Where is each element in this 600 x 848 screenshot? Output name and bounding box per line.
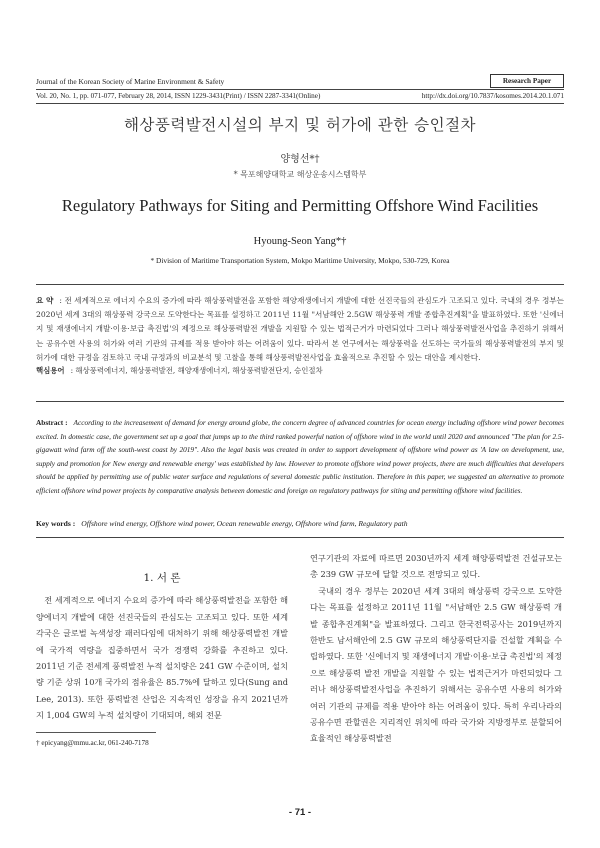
- korean-keywords-label: 핵심용어: [36, 366, 65, 375]
- korean-keywords-text: : 해상풍력에너지, 해상풍력발전, 해양재생에너지, 해상풍력발전단지, 승인절차: [70, 366, 323, 375]
- abstract-rule-top: [36, 284, 564, 285]
- abstract-rule-bottom: [36, 537, 564, 538]
- footnote-rule: [36, 732, 156, 733]
- english-abstract-label: Abstract :: [36, 418, 68, 427]
- english-affiliation: * Division of Maritime Transportation System, Mokpo Maritime University, Mokpo, 530-729, Korea: [150, 256, 450, 265]
- research-paper-badge: Research Paper: [490, 74, 564, 88]
- korean-abstract: [36, 294, 564, 365]
- doi-link[interactable]: http://dx.doi.org/10.7837/kosomes.2014.20.1.071: [421, 92, 564, 100]
- korean-keywords: [36, 365, 564, 376]
- korean-author: 양형선*†: [280, 154, 320, 165]
- english-keywords: [36, 519, 564, 528]
- english-abstract-text: According to the increasement of demand for energy around globe, the concern degree of advanced countries for ocean energy including offshore wind power becomes excited. In domestic case, the government set up a goal that jumps up to the third ranked powerful nation of offshore wind in the world until 2020 and announced "The plan for 2.5-gigawatt wind farm off the south-west coast by 2019". Also the legal basis was created in order to support development of offshore wind power as 'A law on development, use, supply and promotion for New energy and renewable energy' was established by law. However to promote offshore wind power projects, there are much difficulties that developers should be applied by permitting use of public water surface and regulations of several domestic public institution. Therefore in this paper, we suggested an alternative to promote efficient offshore wind power projects by comparative analysis between domestic and foreign on regulatory pathways for siting and permitting offshore wind facilities.: [36, 418, 564, 495]
- body-column-right: [310, 550, 562, 747]
- section-title-introduction: 1. 서 론: [143, 572, 181, 584]
- body-paragraph: 국내의 경우 정부는 2020년 세계 3대의 해상풍력 강국으로 도약한다는 목표를 설정하고 2011년 11월 "서남해안 2.5 GW 해상풍력 개발 종합추진계획"을 발표하였다. 그리고 한국전력공사는 2019년까지 한반도 남서해안에 2.5 GW 규모의 해상풍력단지를 건설할 계획을 수립하였다. 또한 '신에너지 및 재생에너지 개발·이용·보급 촉진법'의 제정으로 해상풍력 발전 개발을 지원할 수 있는 법적근거가 마련되었다 그러나 해상풍력발전사업을 추진하기 위해서는 공유수면 사용의 허가와 여러 기관의 규제를 적용 받아야 하는 어려움이 있다. 특히 우리나라의 공유수면 관할권은 지리적인 위치에 따라 국가와 지방정부로 분할되어 효율적인 해상풍력발전: [310, 585, 562, 744]
- korean-abstract-label: 요 약: [36, 296, 54, 305]
- english-abstract: [36, 416, 564, 498]
- english-author: Hyoung-Seon Yang*†: [253, 236, 347, 247]
- body-column-left: [36, 570, 288, 724]
- journal-name: Journal of the Korean Society of Marine Environment & Safety: [36, 77, 225, 86]
- body-paragraph: 연구기관의 자료에 따르면 2030년까지 세계 해양풍력발전 건설규모는 총 239 GW 규모에 달할 것으로 전망되고 있다.: [310, 553, 562, 580]
- corresponding-author-footnote: † epicyang@mmu.ac.kr, 061-240-7178: [36, 739, 149, 747]
- english-keywords-text: Offshore wind energy, Offshore wind power, Ocean renewable energy, Offshore wind farm, Regulatory path: [81, 519, 408, 528]
- english-keywords-label: Key words :: [36, 519, 76, 528]
- korean-affiliation: * 목포해양대학교 해상운송시스템학부: [233, 170, 367, 179]
- english-title: Regulatory Pathways for Siting and Permitting Offshore Wind Facilities: [61, 196, 539, 215]
- page-number: - 71 -: [288, 807, 312, 818]
- body-paragraph: 전 세계적으로 에너지 수요의 증가에 따라 해상풍력발전을 포함한 해양에너지 개발에 대한 선진국들의 관심도는 고조되고 있다. 또한 세계 각국은 글로벌 녹색성장 패러다임에 대처하기 위해 해상풍력발전 개발에 국가적 역량을 집중하면서 국가 경쟁력 강화를 추진하고 있다. 2011년 기준 전세계 풍력발전 누적 설치량은 241 GW 수준이며, 설치량 기준 상위 10개 국가의 점유율은 85.7%에 달하고 있다(Sung and Lee, 2013). 또한 풍력발전 산업은 지속적인 성장을 유지 2021년까지 1,004 GW의 누적 설치량이 기대되며, 해외 전문: [36, 595, 288, 721]
- korean-title: 해상풍력발전시설의 부지 및 허가에 관한 승인절차: [123, 116, 477, 134]
- header-rule-top: [36, 89, 564, 90]
- abstract-rule-middle: [36, 401, 564, 402]
- volume-info: Vol. 20, No. 1, pp. 071-077, February 28, 2014, ISSN 1229-3431(Print) / ISSN 2287-3341(Online): [36, 92, 321, 100]
- korean-abstract-text: : 전 세계적으로 에너지 수요의 증가에 따라 해상풍력발전을 포함한 해양재생에너지 개발에 대한 선진국들의 관심도가 고조되고 있다. 국내의 경우 정부는 2020년 세계 3대의 해상풍력 강국으로 도약한다는 목표를 설정하고 2011년 11월 "서남해안 2.5GW 해상풍력 개발 종합추진계획"을 발표하였다. 또한 '신에너지 및 재생에너지 개발·이용·보급 촉진법'의 제정으로 해상풍력발전 개발을 지원할 수 있는 법적근거가 마련되었다 그러나 해상풍력발전사업을 추진하기 위해서는 공유수면 사용의 허가와 여러 기관의 규제를 적용 받아야 하는 어려움이 있다. 따라서 본 연구에서는 해상풍력을 선도하는 국가들의 해상풍력발전의 부지 및 허가에 대한 규정을 검토하고 국내 규정과의 비교분석 및 고찰을 통해 해상풍력발전사업을 효율적으로 추진할 수 있는 대안을 제시한다.: [36, 296, 564, 362]
- header-rule-bottom: [36, 103, 564, 104]
